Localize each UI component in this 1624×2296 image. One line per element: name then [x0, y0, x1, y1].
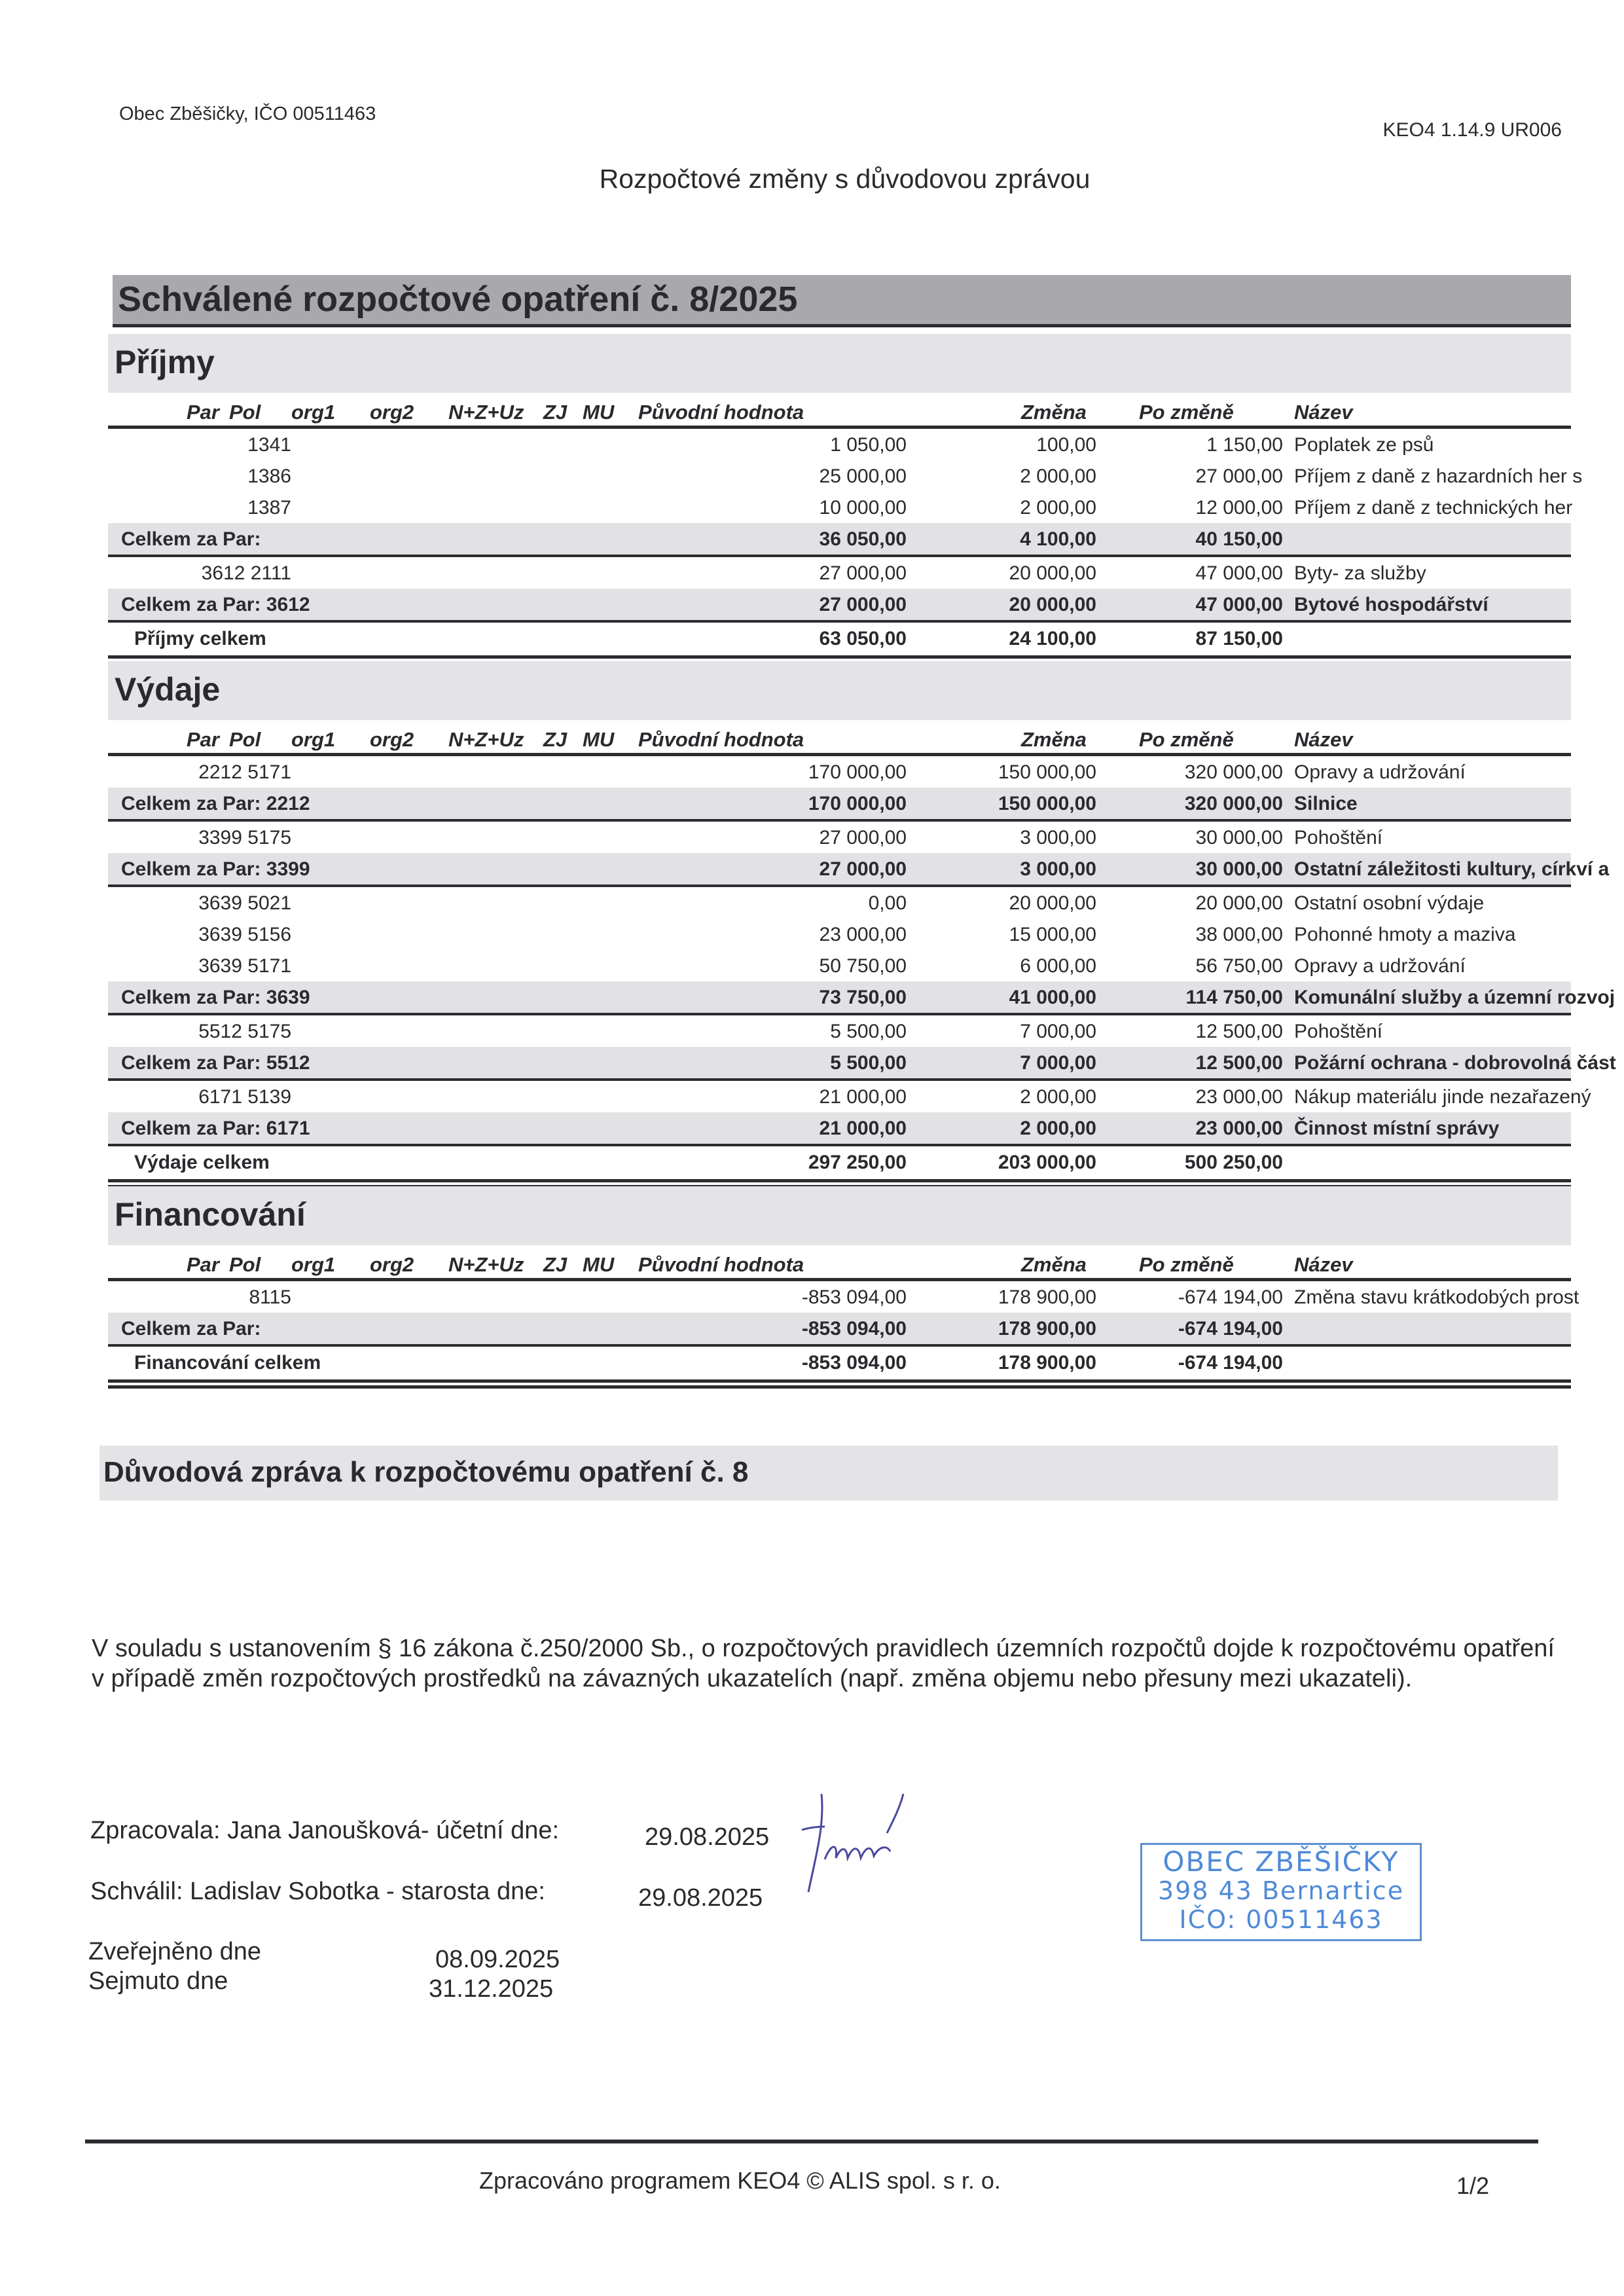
row-name: Byty- za služby — [1294, 562, 1426, 584]
subtotal-row — [108, 589, 1571, 620]
row-after: 47 000,00 — [1195, 594, 1283, 615]
subtotal-row — [108, 1313, 1571, 1344]
row-name: Pohoštění — [1294, 1021, 1383, 1042]
row-change: 2 000,00 — [1020, 1118, 1096, 1139]
row-name: Opravy a udržování — [1294, 761, 1466, 783]
row-change: 6 000,00 — [1020, 955, 1096, 977]
col-mu: MU — [583, 728, 615, 751]
income-title: Příjmy — [115, 344, 215, 380]
table-row — [108, 1015, 1571, 1047]
row-code: 8115 — [249, 1286, 291, 1308]
row-change: 41 000,00 — [1009, 987, 1096, 1008]
reason-title: Důvodová zpráva k rozpočtovému opatření č. 8 — [103, 1456, 749, 1488]
total-original: -853 094,00 — [801, 1352, 907, 1374]
row-change: 20 000,00 — [1009, 594, 1096, 615]
total-change: 178 900,00 — [998, 1352, 1096, 1374]
col-par: Par — [187, 1253, 219, 1276]
col-pol: Pol — [229, 728, 261, 751]
total-after: 500 250,00 — [1184, 1152, 1283, 1173]
col-pol: Pol — [229, 401, 261, 424]
row-after: 1 150,00 — [1206, 434, 1283, 456]
total-after: -674 194,00 — [1178, 1352, 1283, 1374]
table-row — [108, 919, 1571, 950]
col-org1: org1 — [291, 1253, 336, 1276]
expenses-title: Výdaje — [115, 671, 221, 708]
subtotal-row — [108, 981, 1615, 1013]
row-after: 12 500,00 — [1195, 1052, 1283, 1074]
col-after: Po změně — [1139, 728, 1234, 751]
subtotal-label: Celkem za Par: 3639 — [121, 987, 310, 1008]
approved-by-label: Schválil: Ladislav Sobotka - starosta dne: — [90, 1878, 545, 1905]
row-change: 20 000,00 — [1009, 562, 1096, 584]
row-original: 27 000,00 — [819, 858, 907, 880]
footer-text: Zpracováno programem KEO4 © ALIS spol. s r. o. — [479, 2167, 1001, 2194]
removed-label: Sejmuto dne — [88, 1967, 228, 1995]
row-change: 7 000,00 — [1020, 1021, 1096, 1042]
row-name: Změna stavu krátkodobých prost — [1294, 1286, 1579, 1308]
row-after: -674 194,00 — [1178, 1286, 1283, 1308]
expenses-column-header — [108, 720, 1571, 753]
row-name: Poplatek ze psů — [1294, 434, 1434, 456]
col-change: Změna — [1021, 401, 1087, 424]
col-org1: org1 — [291, 401, 336, 424]
row-change: 2 000,00 — [1020, 497, 1096, 519]
table-row — [108, 460, 1583, 492]
row-code: 1386 — [247, 465, 291, 487]
row-after: 27 000,00 — [1195, 465, 1283, 487]
row-change: 178 900,00 — [998, 1286, 1096, 1308]
measure-title-band — [113, 275, 1571, 327]
col-zj: ZJ — [543, 1253, 568, 1276]
total-change: 24 100,00 — [1009, 628, 1096, 649]
row-change: 178 900,00 — [998, 1318, 1096, 1339]
published-date: 08.09.2025 — [435, 1946, 560, 1973]
row-after: 40 150,00 — [1195, 528, 1283, 550]
col-after: Po změně — [1139, 1253, 1234, 1276]
row-after: -674 194,00 — [1178, 1318, 1283, 1339]
col-name: Název — [1294, 401, 1353, 424]
col-org1: org1 — [291, 728, 336, 751]
income-band — [108, 334, 1571, 393]
row-original: -853 094,00 — [801, 1318, 907, 1339]
row-after: 20 000,00 — [1195, 892, 1283, 914]
row-original: 50 750,00 — [819, 955, 907, 977]
row-change: 15 000,00 — [1009, 924, 1096, 945]
col-original: Původní hodnota — [638, 401, 804, 424]
table-row — [108, 492, 1571, 523]
subtotal-label: Celkem za Par: 6171 — [121, 1118, 310, 1139]
col-mu: MU — [583, 1253, 615, 1276]
published-label: Zveřejněno dne — [88, 1938, 262, 1965]
footer-divider — [85, 2140, 1538, 2143]
total-row — [108, 1146, 1571, 1178]
col-org2: org2 — [370, 401, 414, 424]
row-code: 3639 5171 — [198, 955, 291, 977]
table-row — [108, 822, 1571, 853]
subtotal-label: Celkem za Par: 3612 — [121, 594, 310, 615]
row-code: 5512 5175 — [198, 1021, 291, 1042]
row-change: 7 000,00 — [1020, 1052, 1096, 1074]
row-after: 56 750,00 — [1195, 955, 1283, 977]
col-change: Změna — [1021, 728, 1087, 751]
row-after: 47 000,00 — [1195, 562, 1283, 584]
total-row — [108, 1347, 1571, 1378]
subtotal-row — [108, 523, 1571, 555]
row-original: 5 500,00 — [830, 1052, 907, 1074]
row-original: 170 000,00 — [808, 793, 907, 814]
row-name: Bytové hospodářství — [1294, 594, 1489, 615]
total-label: Financování celkem — [134, 1352, 321, 1374]
col-name: Název — [1294, 728, 1353, 751]
row-after: 12 000,00 — [1195, 497, 1283, 519]
removed-date: 31.12.2025 — [429, 1975, 554, 2003]
row-code: 6171 5139 — [198, 1086, 291, 1108]
subtotal-label: Celkem za Par: — [121, 528, 261, 550]
income-column-header — [108, 393, 1571, 426]
row-code: 1387 — [247, 497, 291, 519]
approved-date: 29.08.2025 — [638, 1884, 763, 1912]
subtotal-label: Celkem za Par: 5512 — [121, 1052, 310, 1074]
subtotal-row — [108, 788, 1571, 819]
row-after: 30 000,00 — [1195, 827, 1283, 848]
total-label: Příjmy celkem — [134, 628, 266, 649]
row-after: 12 500,00 — [1195, 1021, 1283, 1042]
row-code: 3399 5175 — [198, 827, 291, 848]
official-stamp — [1140, 1843, 1422, 1941]
reason-paragraph: V souladu s ustanovením § 16 zákona č.250/2000 Sb., o rozpočtových pravidlech územních rozpočtů dojde k rozpočtovému opatření v případě změn rozpočtových prostředků na závazných ukazatelích (např. změna objemu nebo přesuny mezi ukazateli). — [92, 1635, 1555, 1692]
row-change: 3 000,00 — [1020, 827, 1096, 848]
table-row — [108, 756, 1571, 788]
subtotal-row — [108, 1112, 1571, 1144]
row-name: Ostatní osobní výdaje — [1294, 892, 1485, 914]
col-mu: MU — [583, 401, 615, 424]
row-code: 1341 — [247, 434, 291, 456]
row-original: 36 050,00 — [819, 528, 907, 550]
row-code: 3612 2111 — [201, 562, 291, 584]
page-number: 1/2 — [1456, 2172, 1490, 2199]
handwritten-signature — [795, 1781, 1005, 1899]
row-name: Ostatní záležitosti kultury, církví a — [1294, 858, 1610, 880]
financing-band — [108, 1186, 1571, 1245]
organization-header: Obec Zběšičky, IČO 00511463 — [119, 103, 376, 124]
expenses-band — [108, 661, 1571, 720]
row-original: 5 500,00 — [830, 1021, 907, 1042]
subtotal-label: Celkem za Par: 3399 — [121, 858, 310, 880]
row-code: 3639 5021 — [198, 892, 291, 914]
row-after: 114 750,00 — [1185, 987, 1283, 1008]
table-row — [108, 429, 1571, 460]
stamp-line3: IČO: 00511463 — [1179, 1905, 1383, 1934]
table-row — [108, 557, 1571, 589]
financing-section — [108, 1186, 1579, 1389]
col-zj: ZJ — [543, 728, 568, 751]
col-change: Změna — [1021, 1253, 1087, 1276]
reason-band — [99, 1446, 1558, 1501]
total-label: Výdaje celkem — [134, 1152, 270, 1173]
row-after: 320 000,00 — [1184, 761, 1283, 783]
row-after: 38 000,00 — [1195, 924, 1283, 945]
table-row — [108, 950, 1571, 981]
table-row — [108, 1081, 1591, 1112]
total-change: 203 000,00 — [998, 1152, 1096, 1173]
row-change: 2 000,00 — [1020, 465, 1096, 487]
row-name: Nákup materiálu jinde nezařazený — [1294, 1086, 1591, 1108]
document-title: Rozpočtové změny s důvodovou zprávou — [599, 164, 1091, 194]
row-name: Komunální služby a územní rozvoj — [1294, 987, 1615, 1008]
row-original: 27 000,00 — [819, 594, 907, 615]
col-org2: org2 — [370, 1253, 414, 1276]
row-original: 73 750,00 — [819, 987, 907, 1008]
row-change: 3 000,00 — [1020, 858, 1096, 880]
row-original: 27 000,00 — [819, 562, 907, 584]
col-original: Původní hodnota — [638, 728, 804, 751]
row-original: 25 000,00 — [819, 465, 907, 487]
row-original: 23 000,00 — [819, 924, 907, 945]
row-original: 1 050,00 — [830, 434, 907, 456]
measure-title: Schválené rozpočtové opatření č. 8/2025 — [118, 280, 798, 319]
row-after: 30 000,00 — [1195, 858, 1283, 880]
total-after: 87 150,00 — [1195, 628, 1283, 649]
row-name: Silnice — [1294, 793, 1358, 814]
row-name: Pohonné hmoty a maziva — [1294, 924, 1516, 945]
row-change: 2 000,00 — [1020, 1086, 1096, 1108]
software-version: KEO4 1.14.9 UR006 — [1382, 119, 1562, 141]
financing-column-header — [108, 1245, 1571, 1278]
row-name: Opravy a udržování — [1294, 955, 1466, 977]
stamp-line1: OBEC ZBĚŠIČKY — [1163, 1846, 1399, 1878]
row-change: 4 100,00 — [1020, 528, 1096, 550]
row-original: 10 000,00 — [819, 497, 907, 519]
subtotal-label: Celkem za Par: 2212 — [121, 793, 310, 814]
row-original: 27 000,00 — [819, 827, 907, 848]
row-original: 170 000,00 — [808, 761, 907, 783]
col-nzu: N+Z+Uz — [448, 728, 524, 751]
table-row — [108, 887, 1571, 919]
row-after: 23 000,00 — [1195, 1118, 1283, 1139]
prepared-by-label: Zpracovala: Jana Janoušková- účetní dne: — [90, 1817, 560, 1844]
double-divider — [108, 1379, 1571, 1389]
income-section — [108, 334, 1583, 665]
row-name: Požární ochrana - dobrovolná část — [1294, 1052, 1616, 1074]
col-zj: ZJ — [543, 401, 568, 424]
col-nzu: N+Z+Uz — [448, 401, 524, 424]
row-change: 150 000,00 — [998, 793, 1096, 814]
stamp-line2: 398 43 Bernartice — [1157, 1876, 1405, 1905]
row-after: 23 000,00 — [1195, 1086, 1283, 1108]
row-original: 21 000,00 — [819, 1086, 907, 1108]
total-row — [108, 623, 1571, 654]
col-par: Par — [187, 401, 219, 424]
row-code: 2212 5171 — [198, 761, 291, 783]
row-change: 20 000,00 — [1009, 892, 1096, 914]
row-after: 320 000,00 — [1184, 793, 1283, 814]
subtotal-label: Celkem za Par: — [121, 1318, 261, 1339]
prepared-date: 29.08.2025 — [645, 1823, 770, 1851]
col-name: Název — [1294, 1253, 1353, 1276]
row-original: 21 000,00 — [819, 1118, 907, 1139]
col-after: Po změně — [1139, 401, 1234, 424]
col-nzu: N+Z+Uz — [448, 1253, 524, 1276]
row-original: -853 094,00 — [801, 1286, 907, 1308]
row-original: 0,00 — [868, 892, 907, 914]
col-org2: org2 — [370, 728, 414, 751]
col-pol: Pol — [229, 1253, 261, 1276]
col-original: Původní hodnota — [638, 1253, 804, 1276]
row-name: Činnost místní správy — [1294, 1118, 1500, 1139]
row-code: 3639 5156 — [198, 924, 291, 945]
row-name: Pohoštění — [1294, 827, 1383, 848]
financing-title: Financování — [115, 1196, 306, 1233]
row-name: Příjem z daně z hazardních her s — [1294, 465, 1583, 487]
row-change: 100,00 — [1036, 434, 1096, 456]
expenses-section — [108, 661, 1616, 1188]
col-par: Par — [187, 728, 219, 751]
table-row — [108, 1281, 1579, 1313]
total-original: 297 250,00 — [808, 1152, 907, 1173]
row-change: 150 000,00 — [998, 761, 1096, 783]
subtotal-row — [108, 1047, 1616, 1078]
subtotal-row — [108, 853, 1610, 884]
total-original: 63 050,00 — [819, 628, 907, 649]
row-name: Příjem z daně z technických her — [1294, 497, 1573, 519]
